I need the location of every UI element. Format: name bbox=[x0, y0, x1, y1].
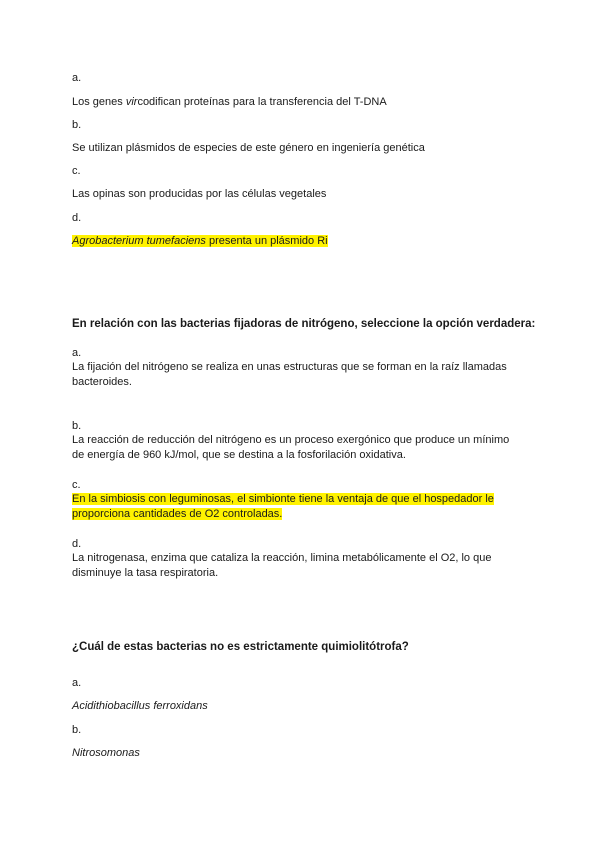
option-letter-a: a. bbox=[72, 72, 82, 84]
question-2-title: En relación con las bacterias fijadoras de nitrógeno, seleccione la opción verdadera: bbox=[72, 318, 536, 330]
option-text-c-highlighted-cont: proporciona cantidades de O2 controladas. bbox=[72, 508, 283, 520]
option-letter-a: a. bbox=[72, 677, 82, 689]
option-letter-a: a. bbox=[72, 347, 82, 359]
option-text-b: Nitrosomonas bbox=[72, 747, 140, 759]
question-3-title: ¿Cuál de estas bacterias no es estrictamente quimiolitótrofa? bbox=[72, 641, 409, 653]
option-text-b: La reacción de reducción del nitrógeno es un proceso exergónico que produce un mínimo bbox=[72, 434, 510, 446]
option-text-a: Los genes vircodifican proteínas para la transferencia del T-DNA bbox=[72, 96, 387, 108]
option-letter-b: b. bbox=[72, 724, 82, 736]
option-letter-c: c. bbox=[72, 165, 81, 177]
option-text-b: Se utilizan plásmidos de especies de este género en ingeniería genética bbox=[72, 142, 425, 154]
option-letter-b: b. bbox=[72, 420, 82, 432]
option-letter-d: d. bbox=[72, 212, 82, 224]
option-text-a: La fijación del nitrógeno se realiza en unas estructuras que se forman en la raíz llamadas bbox=[72, 361, 507, 373]
option-text-d-highlighted: Agrobacterium tumefaciens presenta un plásmido Ri bbox=[72, 235, 328, 247]
option-text-c: Las opinas son producidas por las células vegetales bbox=[72, 188, 327, 200]
option-text-b-cont: de energía de 960 kJ/mol, que se destina a la fosforilación oxidativa. bbox=[72, 449, 406, 461]
option-text-d-cont: disminuye la tasa respiratoria. bbox=[72, 567, 219, 579]
option-letter-c: c. bbox=[72, 479, 81, 491]
option-text-a-cont: bacteroides. bbox=[72, 376, 132, 388]
option-text-c-highlighted: En la simbiosis con leguminosas, el simbionte tiene la ventaja de que el hospedador le bbox=[72, 493, 494, 505]
option-letter-d: d. bbox=[72, 538, 82, 550]
option-text-d: La nitrogenasa, enzima que cataliza la reacción, limina metabólicamente el O2, lo que bbox=[72, 552, 492, 564]
option-letter-b: b. bbox=[72, 119, 82, 131]
option-text-a: Acidithiobacillus ferroxidans bbox=[72, 700, 208, 712]
